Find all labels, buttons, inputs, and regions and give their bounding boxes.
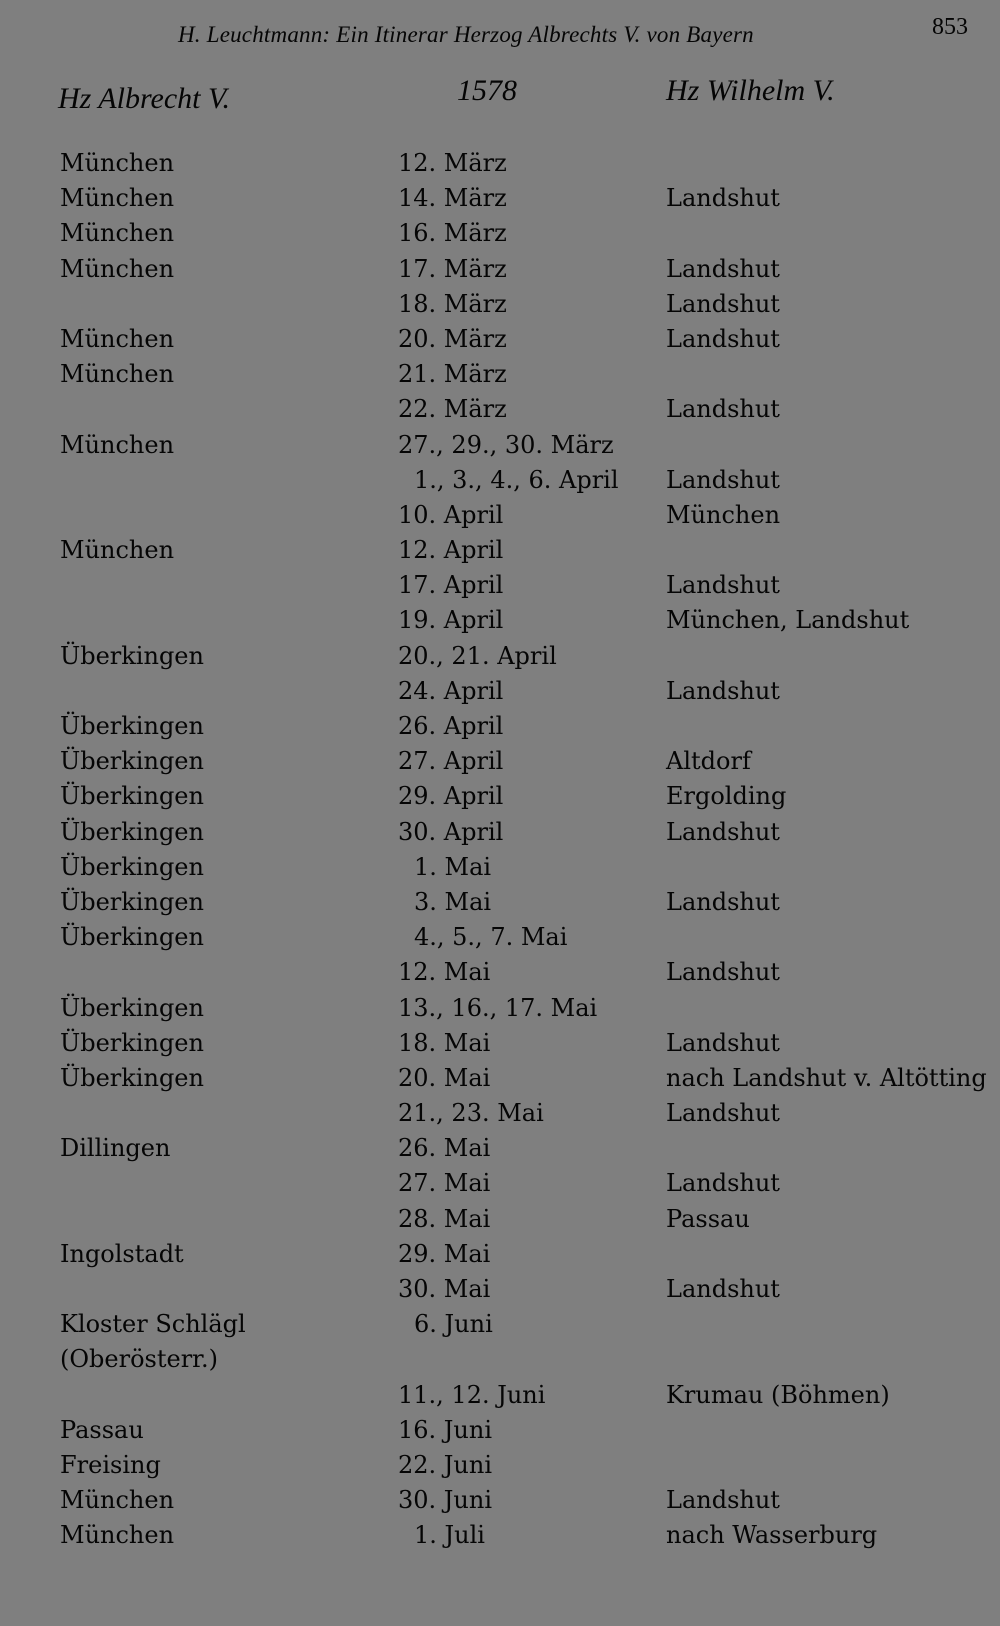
albrecht-location: Überkingen <box>60 923 204 952</box>
date: 12. Mai <box>398 958 491 987</box>
date: 16. März <box>398 219 507 248</box>
date: 22. März <box>398 395 507 424</box>
wilhelm-location: Landshut <box>666 395 780 424</box>
wilhelm-location: Landshut <box>666 676 780 705</box>
date: 11., 12. Juni <box>398 1380 546 1409</box>
date: 1. Juli <box>414 1521 485 1550</box>
table-row <box>0 181 1000 216</box>
table-row <box>0 1483 1000 1518</box>
albrecht-location: Überkingen <box>60 887 204 916</box>
date: 6. Juni <box>414 1310 493 1339</box>
date: 12. April <box>398 536 504 565</box>
date: 26. Mai <box>398 1134 491 1163</box>
albrecht-location: Freising <box>60 1450 161 1479</box>
wilhelm-location: Altdorf <box>666 747 751 776</box>
table-row <box>0 1378 1000 1413</box>
albrecht-location: München <box>60 1521 175 1550</box>
table-row <box>0 1307 1000 1342</box>
table-row <box>0 639 1000 674</box>
albrecht-location: Überkingen <box>60 712 204 740</box>
table-row <box>0 428 1000 463</box>
date: 24. April <box>398 676 504 705</box>
date: 21., 23. Mai <box>398 1099 544 1128</box>
table-row <box>0 1342 1000 1377</box>
table-row <box>0 1518 1000 1553</box>
table-row <box>0 1026 1000 1061</box>
albrecht-location: München <box>60 1486 175 1515</box>
date: 20., 21. April <box>398 641 557 670</box>
date: 4., 5., 7. Mai <box>414 923 568 952</box>
table-row <box>0 322 1000 357</box>
wilhelm-location: Ergolding <box>666 782 787 811</box>
page-number: 853 <box>932 14 968 40</box>
albrecht-location: (Oberösterr.) <box>60 1345 218 1374</box>
date: 13., 16., 17. Mai <box>398 993 598 1022</box>
table-row <box>0 287 1000 322</box>
table-row <box>0 1131 1000 1166</box>
albrecht-location: Überkingen <box>60 782 204 811</box>
wilhelm-location: Landshut <box>666 324 780 353</box>
wilhelm-location: Passau <box>666 1204 750 1233</box>
date: 12. März <box>398 149 507 177</box>
date: 10. April <box>398 500 504 529</box>
albrecht-location: Kloster Schlägl <box>60 1310 246 1339</box>
table-row <box>0 674 1000 709</box>
albrecht-location: München <box>60 536 175 565</box>
wilhelm-location: Landshut <box>666 1275 780 1303</box>
table-row <box>0 146 1000 181</box>
table-row <box>0 392 1000 427</box>
date: 17. März <box>398 254 507 283</box>
wilhelm-location: München <box>666 500 781 529</box>
wilhelm-location: nach Wasserburg <box>666 1521 878 1550</box>
albrecht-location: Dillingen <box>60 1134 171 1163</box>
table-row <box>0 1272 1000 1307</box>
table-row <box>0 498 1000 533</box>
wilhelm-location: nach Landshut v. Altötting <box>666 1063 987 1092</box>
table-row <box>0 744 1000 779</box>
albrecht-location: Überkingen <box>60 993 204 1022</box>
date: 20. März <box>398 324 507 353</box>
table-row <box>0 1413 1000 1448</box>
wilhelm-location: Landshut <box>666 1028 780 1057</box>
column-header-wilhelm: Hz Wilhelm V. <box>666 74 835 107</box>
table-row <box>0 709 1000 744</box>
date: 22. Juni <box>398 1450 493 1479</box>
date: 14. März <box>398 184 507 213</box>
table-row <box>0 1061 1000 1096</box>
albrecht-location: Überkingen <box>60 641 204 670</box>
wilhelm-location: Landshut <box>666 1486 780 1515</box>
table-row <box>0 779 1000 814</box>
date: 21. März <box>398 360 507 389</box>
date: 27. Mai <box>398 1169 491 1198</box>
albrecht-location: Überkingen <box>60 1063 204 1092</box>
wilhelm-location: Landshut <box>666 184 780 213</box>
albrecht-location: Ingolstadt <box>60 1239 184 1268</box>
date: 19. April <box>398 606 504 635</box>
wilhelm-location: Landshut <box>666 817 780 846</box>
table-row <box>0 1202 1000 1237</box>
table-row <box>0 850 1000 885</box>
albrecht-location: Überkingen <box>60 747 204 776</box>
column-header-albrecht: Hz Albrecht V. <box>58 82 230 115</box>
date: 29. Mai <box>398 1239 491 1268</box>
albrecht-location: München <box>60 219 175 248</box>
table-row <box>0 1448 1000 1483</box>
table-row <box>0 1096 1000 1131</box>
date: 1., 3., 4., 6. April <box>414 465 619 494</box>
table-row <box>0 603 1000 638</box>
table-row <box>0 991 1000 1026</box>
running-title: H. Leuchtmann: Ein Itinerar Herzog Albrechts V. von Bayern <box>178 22 754 47</box>
table-row <box>0 955 1000 990</box>
date: 26. April <box>398 712 504 740</box>
albrecht-location: München <box>60 430 175 459</box>
date: 30. Mai <box>398 1275 491 1303</box>
albrecht-location: Passau <box>60 1415 144 1444</box>
date: 16. Juni <box>398 1415 493 1444</box>
itinerary-table <box>0 146 1000 1554</box>
table-row <box>0 252 1000 287</box>
table-row <box>0 920 1000 955</box>
wilhelm-location: Landshut <box>666 1099 780 1128</box>
albrecht-location: München <box>60 254 175 283</box>
table-row <box>0 533 1000 568</box>
table-row <box>0 216 1000 251</box>
albrecht-location: Überkingen <box>60 852 204 881</box>
table-row <box>0 1237 1000 1272</box>
date: 3. Mai <box>414 887 492 916</box>
date: 27. April <box>398 747 504 776</box>
wilhelm-location: Landshut <box>666 465 780 494</box>
date: 30. April <box>398 817 504 846</box>
page-header <box>0 14 1000 54</box>
date: 20. Mai <box>398 1063 491 1092</box>
date: 18. Mai <box>398 1028 491 1057</box>
albrecht-location: Überkingen <box>60 1028 204 1057</box>
wilhelm-location: Landshut <box>666 571 780 600</box>
date: 29. April <box>398 782 504 811</box>
table-row <box>0 1166 1000 1201</box>
date: 18. März <box>398 289 507 318</box>
table-row <box>0 357 1000 392</box>
date: 30. Juni <box>398 1486 493 1515</box>
albrecht-location: München <box>60 360 175 389</box>
table-row <box>0 815 1000 850</box>
wilhelm-location: Landshut <box>666 887 780 916</box>
wilhelm-location: Krumau (Böhmen) <box>666 1380 890 1409</box>
table-row <box>0 885 1000 920</box>
date: 17. April <box>398 571 504 600</box>
wilhelm-location: Landshut <box>666 1169 780 1198</box>
date: 1. Mai <box>414 852 492 881</box>
albrecht-location: München <box>60 149 175 177</box>
wilhelm-location: Landshut <box>666 289 780 318</box>
date: 28. Mai <box>398 1204 491 1233</box>
table-row <box>0 568 1000 603</box>
albrecht-location: München <box>60 184 175 213</box>
wilhelm-location: Landshut <box>666 254 780 283</box>
wilhelm-location: München, Landshut <box>666 606 910 635</box>
table-row <box>0 463 1000 498</box>
wilhelm-location: Landshut <box>666 958 780 987</box>
date: 27., 29., 30. März <box>398 430 614 459</box>
albrecht-location: Überkingen <box>60 817 204 846</box>
albrecht-location: München <box>60 324 175 353</box>
column-header-year: 1578 <box>457 74 517 107</box>
